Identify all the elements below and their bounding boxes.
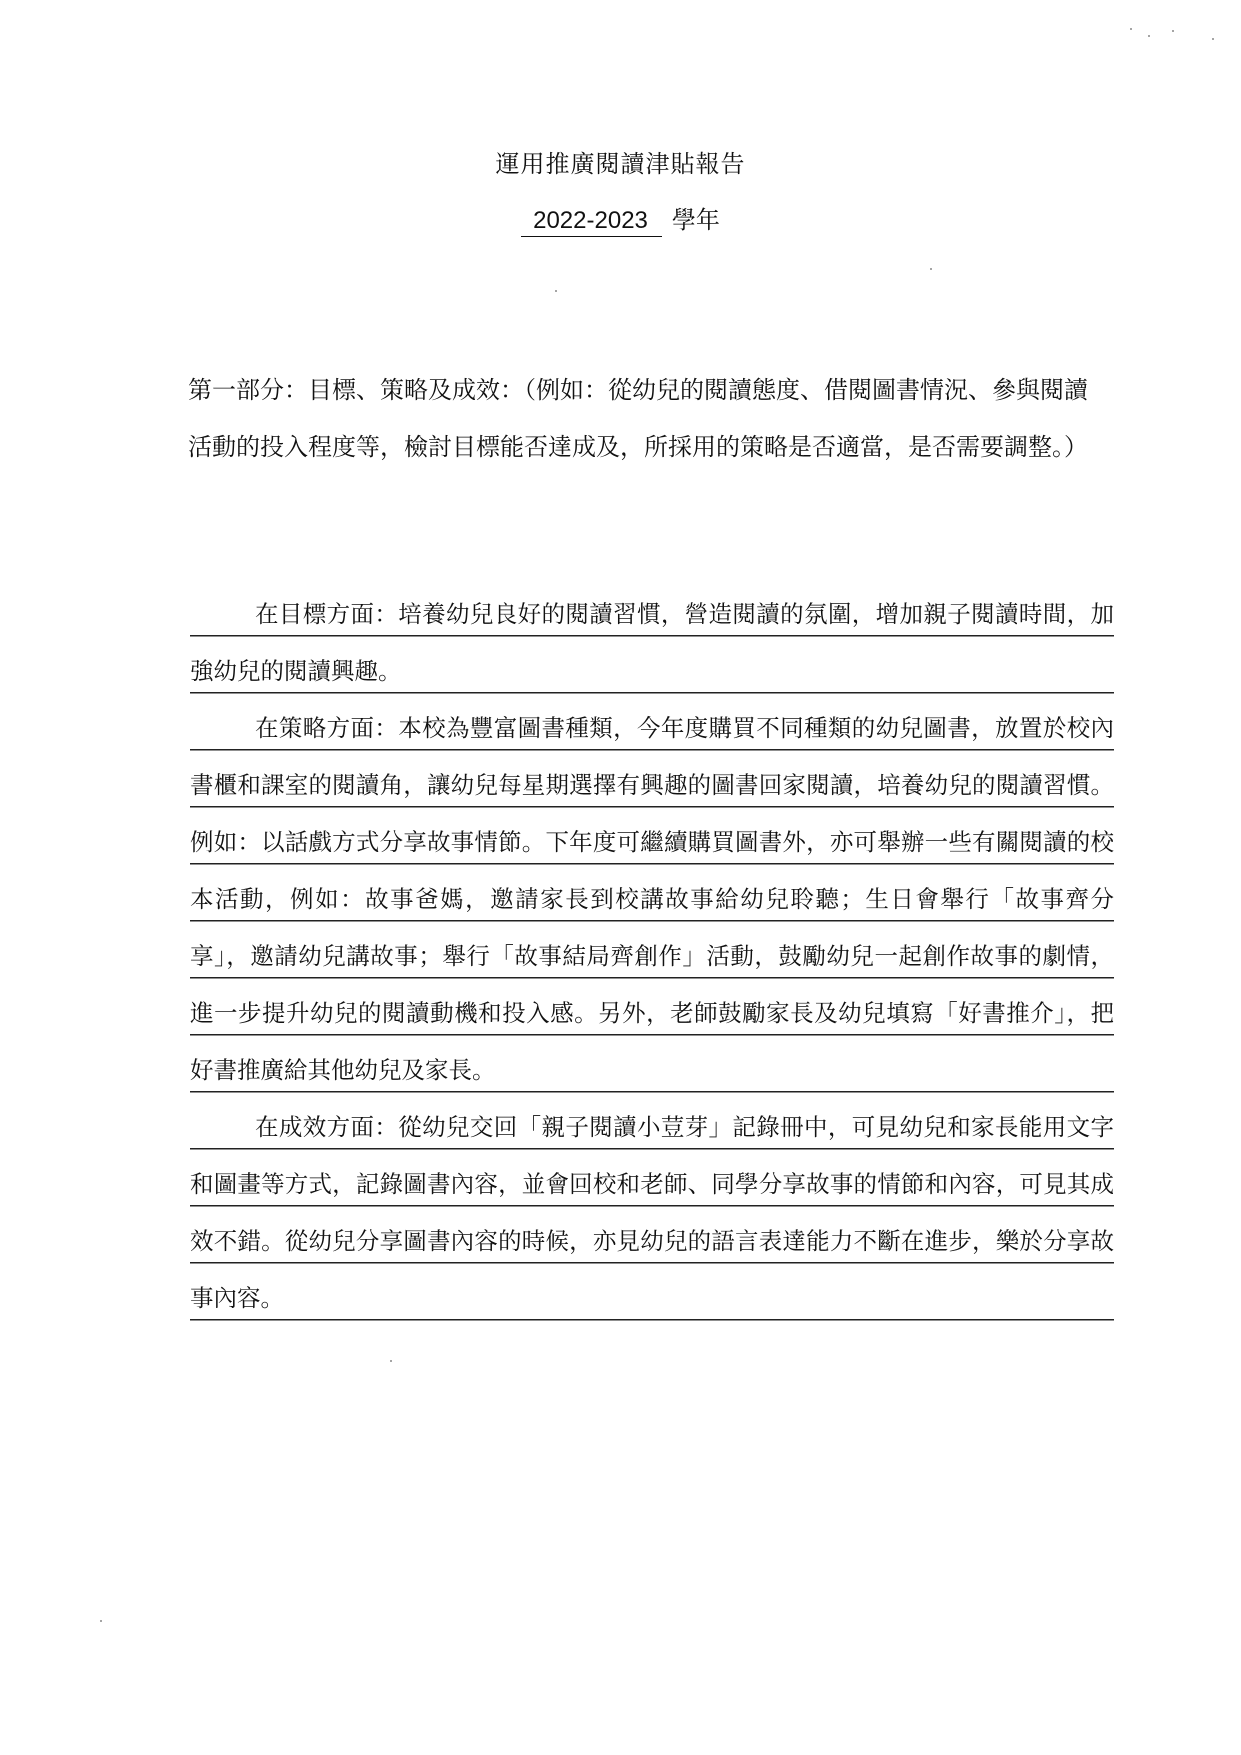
objective-paragraph: 在目標方面：培養幼兒良好的閱讀習慣，營造閱讀的氛圍，增加親子閱讀時間，加強幼兒的閱讀興趣。 [190,586,1114,700]
scan-speck [555,290,557,292]
scan-speck [390,1360,392,1362]
section-one-heading: 第一部分：目標、策略及成效：（例如：從幼兒的閱讀態度、借閱圖書情況、參與閱讀活動的投入程度等，檢討目標能否達成及，所採用的策略是否適當，是否需要調整。） [188,376,1088,461]
academic-year-suffix: 學年 [671,206,720,234]
scan-speck [1148,35,1150,37]
outcome-paragraph: 在成效方面：從幼兒交回「親子閱讀小荳芽」記錄冊中，可見幼兒和家長能用文字和圖畫等方式，記錄圖書內容，並會回校和老師、同學分享故事的情節和內容，可見其成效不錯。從幼兒分享圖書內容的時候，亦見幼兒的語言表達能力不斷在進步，樂於分享故事內容。 [190,1099,1114,1327]
scan-speck [100,1620,102,1622]
scan-speck [1212,38,1214,40]
scan-speck [930,268,932,270]
scan-speck [1130,28,1132,30]
strategy-paragraph: 在策略方面：本校為豐富圖書種類，今年度購買不同種類的幼兒圖書，放置於校內書櫃和課室的閱讀角，讓幼兒每星期選擇有興趣的圖書回家閱讀，培養幼兒的閱讀習慣。例如：以話戲方式分享故事情節。下年度可繼續購買圖書外，亦可舉辦一些有關閱讀的校本活動，例如：故事爸媽，邀請家長到校講故事給幼兒聆聽；生日會舉行「故事齊分享」，邀請幼兒講故事；舉行「故事結局齊創作」活動，鼓勵幼兒一起創作故事的劇情，進一步提升幼兒的閱讀動機和投入感。另外，老師鼓勵家長及幼兒填寫「好書推介」，把好書推廣給其他幼兒及家長。 [190,700,1114,1099]
academic-year-line [0,200,1241,237]
scan-speck [1172,30,1174,32]
report-title: 運用推廣閱讀津貼報告 [495,150,746,178]
report-body [190,586,1114,1327]
academic-year-value: 2022-2023 [521,207,662,237]
